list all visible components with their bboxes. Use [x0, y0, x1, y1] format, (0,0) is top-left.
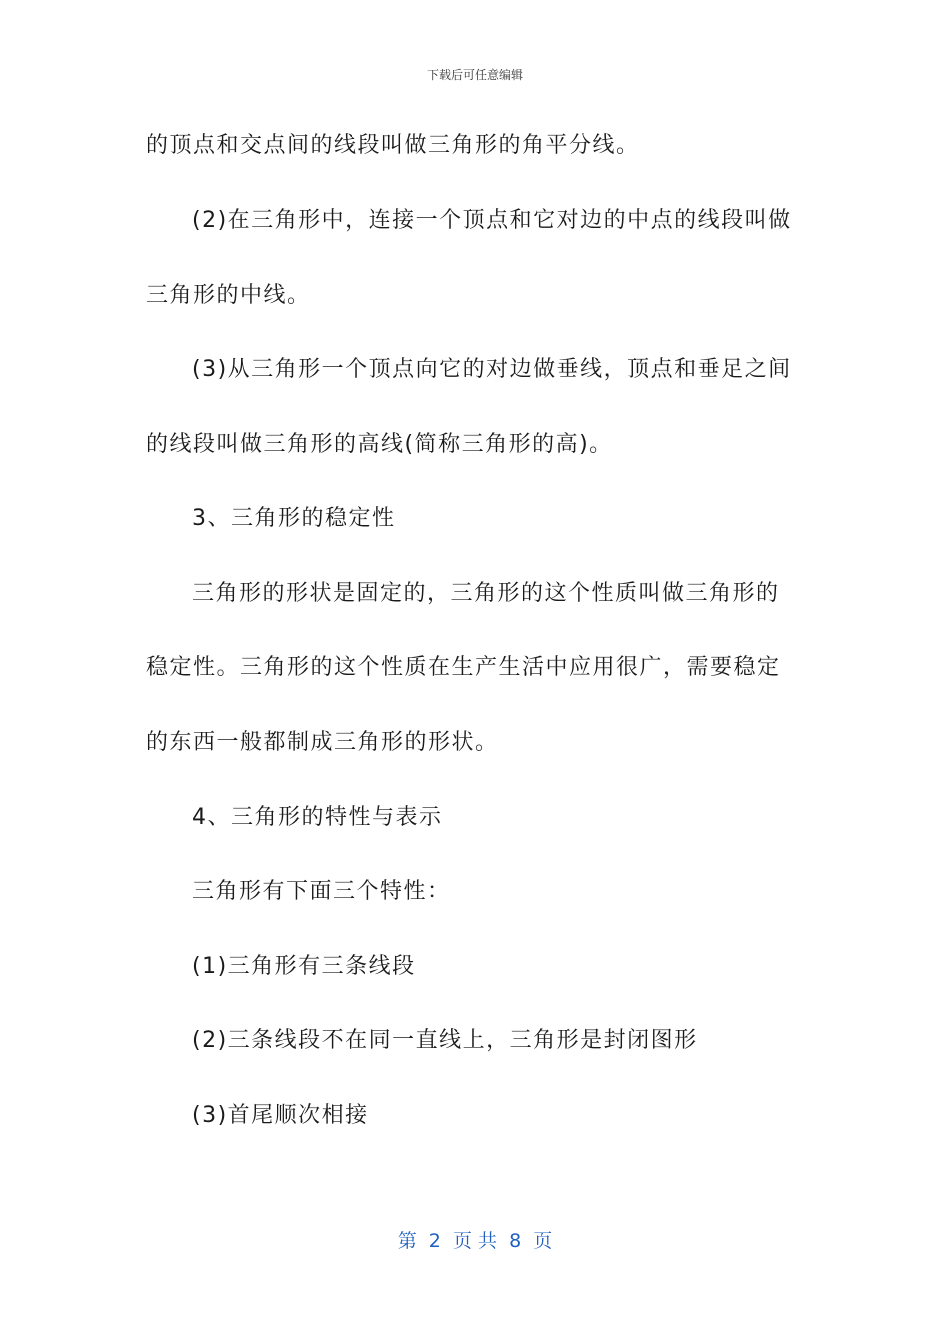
body-line: 三角形的中线。 — [146, 283, 311, 308]
body-line: 稳定性。三角形的这个性质在生产生活中应用很广，需要稳定 — [146, 655, 781, 680]
page-number-footer: 第 2 页 共 8 页 — [397, 1230, 553, 1252]
section-heading: 4、三角形的特性与表示 — [192, 805, 443, 830]
list-item: (2)三条线段不在同一直线上，三角形是封闭图形 — [192, 1028, 698, 1053]
body-line: (2)在三角形中，连接一个顶点和它对边的中点的线段叫做 — [192, 208, 792, 233]
body-line: (3)从三角形一个顶点向它的对边做垂线，顶点和垂足之间 — [192, 357, 792, 382]
section-heading: 3、三角形的稳定性 — [192, 506, 396, 531]
body-line: 的线段叫做三角形的高线(简称三角形的高)。 — [146, 432, 613, 457]
list-item: (1)三角形有三条线段 — [192, 954, 416, 979]
page-header-note: 下载后可任意编辑 — [426, 68, 523, 82]
body-line: 的东西一般都制成三角形的形状。 — [146, 730, 499, 755]
body-line: 三角形的形状是固定的，三角形的这个性质叫做三角形的 — [192, 581, 780, 606]
list-item: (3)首尾顺次相接 — [192, 1103, 369, 1128]
body-line: 三角形有下面三个特性： — [192, 879, 451, 904]
body-line: 的顶点和交点间的线段叫做三角形的角平分线。 — [146, 133, 640, 158]
